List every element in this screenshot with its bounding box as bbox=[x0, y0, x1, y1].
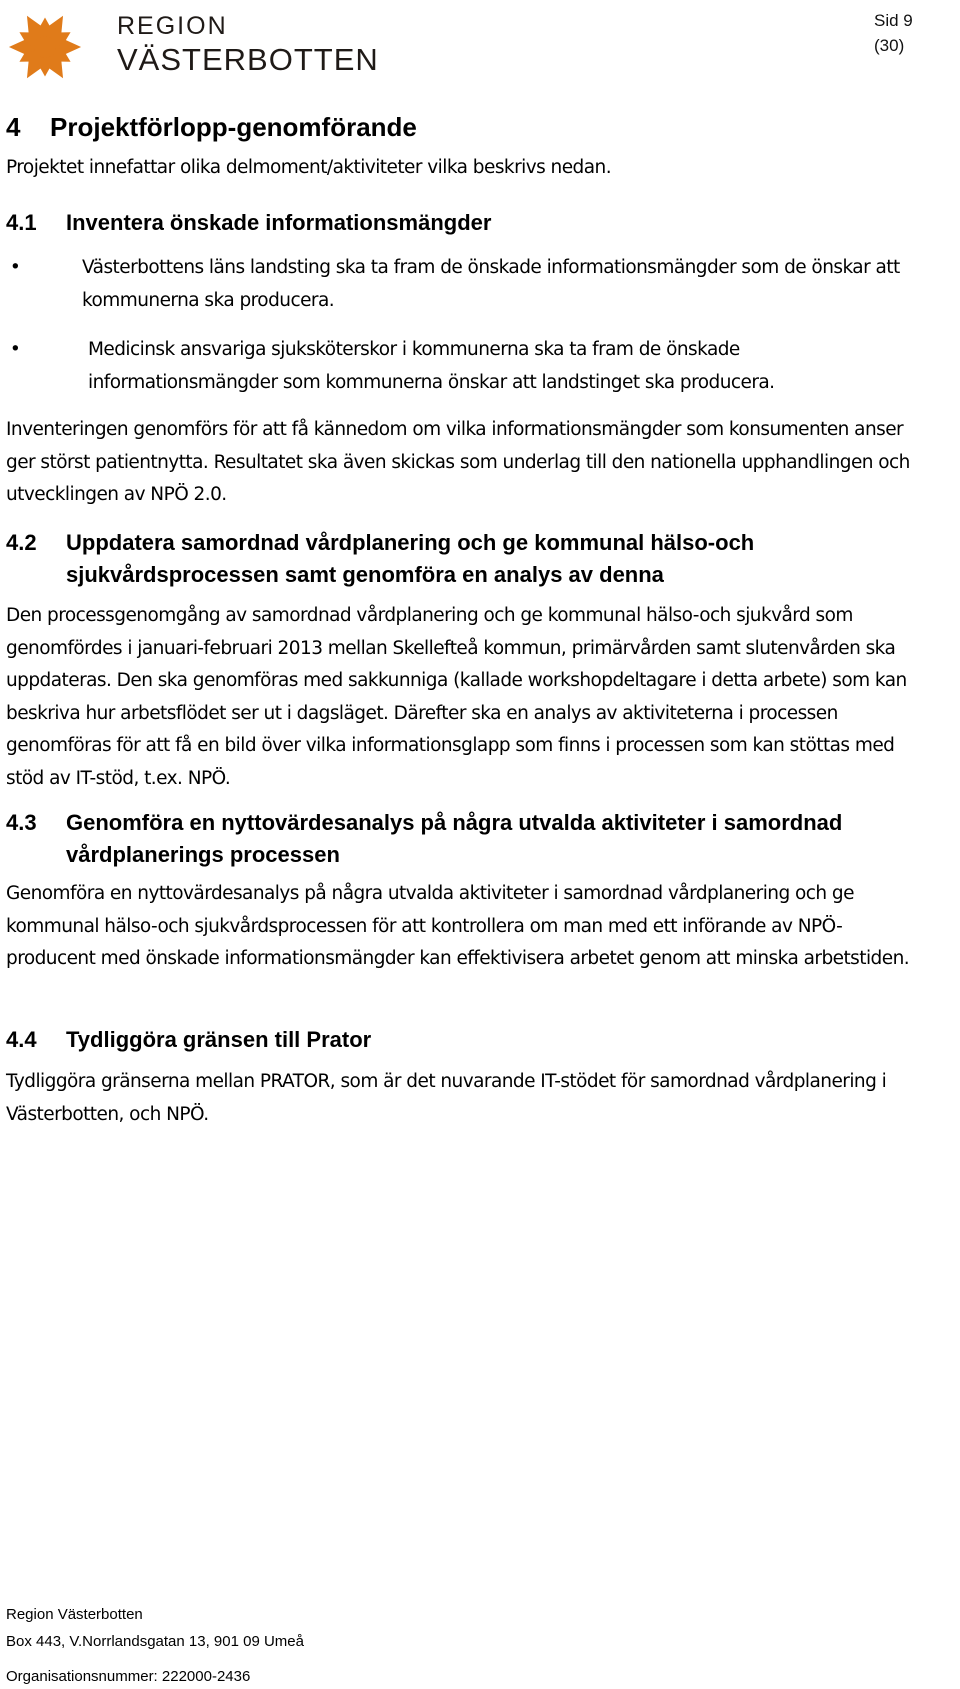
bullet-icon: • bbox=[9, 257, 21, 278]
section-title: Projektförlopp-genomförande bbox=[50, 112, 417, 142]
brand-line-vasterbotten: VÄSTERBOTTEN bbox=[117, 42, 379, 77]
list-item-text: Medicinsk ansvariga sjuksköterskor i kommunerna ska ta fram de önskade informationsmängder som kommunerna önskar att landstinget ska producera. bbox=[88, 339, 775, 393]
section-number: 4.1 bbox=[6, 210, 37, 235]
section-4-3-heading bbox=[6, 807, 896, 871]
section-4-3-body: Genomföra en nyttovärdesanalys på några utvalda aktiviteter i samordnad vårdplanering och ge kommunal hälso-och sjukvårdsprocessen för att kontrollera om man med ett införande av NPÖ-producent med önskade informationsmängder kan effektivisera arbetet genom att minska arbetstiden. bbox=[6, 883, 910, 969]
region-vasterbotten-logo-icon bbox=[2, 6, 88, 88]
section-4-4-heading bbox=[6, 1024, 896, 1056]
section-title: Uppdatera samordnad vårdplanering och ge kommunal hälso-och sjukvårdsprocessen samt genomföra en analys av denna bbox=[66, 530, 755, 587]
brand-line-region: REGION bbox=[117, 12, 228, 40]
page-number bbox=[874, 8, 913, 58]
section-title: Inventera önskade informationsmängder bbox=[66, 210, 492, 235]
section-4-2-body: Den processgenomgång av samordnad vårdplanering och ge kommunal hälso-och sjukvård som genomfördes i januari-februari 2013 mellan Skellefteå kommun, primärvården samt slutenvården ska uppdateras. Den ska genomföras med sakkunniga (kallade workshopdeltagare i detta arbete) som kan beskriva hur arbetsflödet ser ut i dagsläget. Därefter ska en analys av aktiviteterna i processen genomföras för att få en bild över vilka informationsglapp som finns i processen som kan stöttas med stöd av IT-stöd, t.ex. NPÖ. bbox=[6, 605, 907, 789]
section-title: Tydliggöra gränsen till Prator bbox=[66, 1027, 372, 1052]
section-number: 4.4 bbox=[6, 1027, 37, 1052]
section-number: 4 bbox=[6, 112, 21, 142]
list-item-text: Västerbottens läns landsting ska ta fram de önskade informationsmängder som de önskar att kommunerna ska producera. bbox=[82, 257, 900, 311]
brand-wordmark bbox=[117, 14, 379, 75]
section-4-2-heading bbox=[6, 527, 896, 591]
logo-center bbox=[34, 36, 55, 57]
bullet-icon: • bbox=[9, 339, 21, 360]
section-4-4-body: Tydliggöra gränserna mellan PRATOR, som är det nuvarande IT-stödet för samordnad vårdplanering i Västerbotten, och NPÖ. bbox=[6, 1071, 887, 1125]
section-number: 4.3 bbox=[6, 810, 37, 835]
section-number: 4.2 bbox=[6, 530, 37, 555]
page-label: Sid 9 bbox=[874, 11, 913, 30]
footer-org: Region Västerbotten bbox=[6, 1606, 143, 1623]
list-item bbox=[9, 334, 918, 399]
page-total: (30) bbox=[874, 36, 905, 55]
section-title: Genomföra en nyttovärdesanalys på några utvalda aktiviteter i samordnad vårdplanerings processen bbox=[66, 810, 843, 867]
section-4-heading bbox=[6, 112, 417, 143]
footer-address: Box 443, V.Norrlandsgatan 13, 901 09 Umeå bbox=[6, 1633, 304, 1650]
section-4-1-heading bbox=[6, 207, 896, 239]
list-item bbox=[9, 252, 918, 317]
section-4-1-body: Inventeringen genomförs för att få kännedom om vilka informationsmängder som konsumenten anser ger störst patientnytta. Resultatet ska även skickas som underlag till den nationella upphandlingen och utvecklingen av NPÖ 2.0. bbox=[6, 419, 910, 505]
section-4-intro: Projektet innefattar olika delmoment/aktiviteter vilka beskrivs nedan. bbox=[6, 157, 612, 178]
footer-orgnr: Organisationsnummer: 222000-2436 bbox=[6, 1668, 251, 1685]
